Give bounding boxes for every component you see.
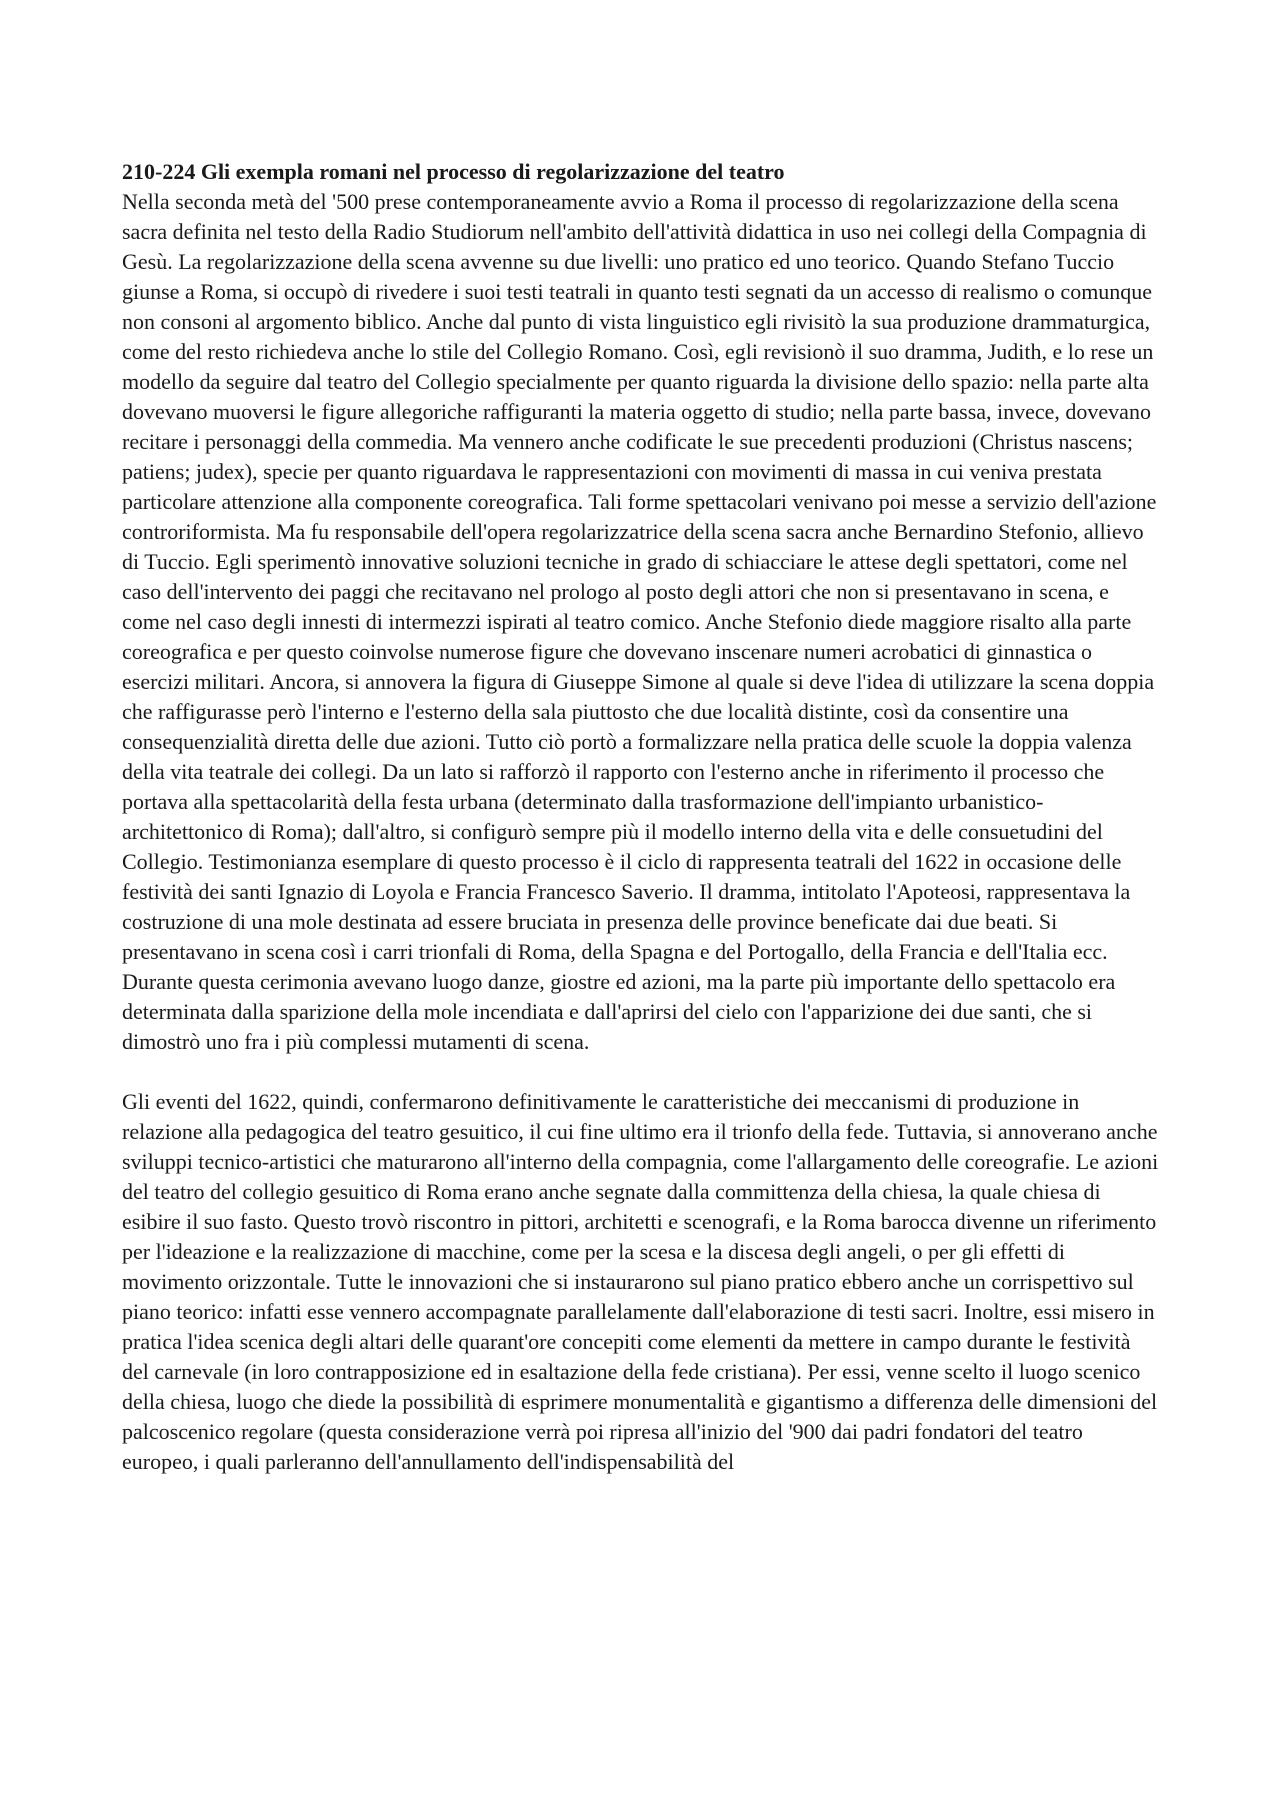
paragraph-1: Nella seconda metà del '500 prese contemporaneamente avvio a Roma il processo di regolarizzazione della scena sacra definita nel testo della Radio Studiorum nell'ambito dell'attività didattica in uso nei collegi della Compagnia di Gesù. La regolarizzazione della scena avvenne su due livelli: uno pratico ed uno teorico. Quando Stefano Tuccio giunse a Roma, si occupò di rivedere i suoi testi teatrali in quanto testi segnati da un accesso di realismo o comunque non consoni al argomento biblico. Anche dal punto di vista linguistico egli rivisitò la sua produzione drammaturgica, come del resto richiedeva anche lo stile del Collegio Romano. Così, egli revisionò il suo dramma, Judith, e lo rese un modello da seguire dal teatro del Collegio specialmente per quanto riguarda la divisione dello spazio: nella parte alta dovevano muoversi le figure allegoriche raffiguranti la materia oggetto di studio; nella parte bassa, invece, dovevano recitare i personaggi della commedia. Ma vennero anche codificate le sue precedenti produzioni (Christus nascens; patiens; judex), specie per quanto riguardava le rappresentazioni con movimenti di massa in cui veniva prestata particolare attenzione alla componente coreografica. Tali forme spettacolari venivano poi messe a servizio dell'azione controriformista. Ma fu responsabile dell'opera regolarizzatrice della scena sacra anche Bernardino Stefonio, allievo di Tuccio. Egli sperimentò innovative soluzioni tecniche in grado di schiacciare le attese degli spettatori, come nel caso dell'intervento dei paggi che recitavano nel prologo al posto degli attori che non si presentavano in scena, e come nel caso degli innesti di intermezzi ispirati al teatro comico. Anche Stefonio diede maggiore risalto alla parte coreografica e per questo coinvolse numerose figure che dovevano inscenare numeri acrobatici di ginnastica o esercizi militari. Ancora, si annovera la figura di Giuseppe Simone al quale si deve l'idea di utilizzare la scena doppia che raffigurasse però l'interno e l'esterno della sala piuttosto che due località distinte, così da consentire una consequenzialità diretta delle due azioni. Tutto ciò portò a formalizzare nella pratica delle scuole la doppia valenza della vita teatrale dei collegi. Da un lato si rafforzò il rapporto con l'esterno anche in riferimento il processo che portava alla spettacolarità della festa urbana (determinato dalla trasformazione dell'impianto urbanistico- architettonico di Roma); dall'altro, si configurò sempre più il modello interno della vita e delle consuetudini del Collegio. Testimonianza esemplare di questo processo è il ciclo di rappresenta teatrali del 1622 in occasione delle festività dei santi Ignazio di Loyola e Francia Francesco Saverio. Il dramma, intitolato l'Apoteosi, rappresentava la costruzione di una mole destinata ad essere bruciata in presenza delle province beneficate dai due beati. Si presentavano in scena così i carri trionfali di Roma, della Spagna e del Portogallo, della Francia e dell'Italia ecc. Durante questa cerimonia avevano luogo danze, giostre ed azioni, ma la parte più importante dello spettacolo era determinata dalla sparizione della mole incendiata e dall'aprirsi del cielo con l'apparizione dei due santi, che si dimostrò uno fra i più complessi mutamenti di scena. [122,189,1157,1054]
section-title: 210-224 Gli exempla romani nel processo di regolarizzazione del teatro [122,159,785,184]
document-page [122,157,1162,1477]
paragraph-2: Gli eventi del 1622, quindi, confermarono definitivamente le caratteristiche dei meccanismi di produzione in relazione alla pedagogica del teatro gesuitico, il cui fine ultimo era il trionfo della fede. Tuttavia, si annoverano anche sviluppi tecnico-artistici che maturarono all'interno della compagnia, come l'allargamento delle coreografie. Le azioni del teatro del collegio gesuitico di Roma erano anche segnate dalla committenza della chiesa, la quale chiesa di esibire il suo fasto. Questo trovò riscontro in pittori, architetti e scenografi, e la Roma barocca divenne un riferimento per l'ideazione e la realizzazione di macchine, come per la scesa e la discesa degli angeli, o per gli effetti di movimento orizzontale. Tutte le innovazioni che si instaurarono sul piano pratico ebbero anche un corrispettivo sul piano teorico: infatti esse vennero accompagnate parallelamente dall'elaborazione di testi sacri. Inoltre, essi misero in pratica l'idea scenica degli altari delle quarant'ore concepiti come elementi da mettere in campo durante le festività del carnevale (in loro contrapposizione ed in esaltazione della fede cristiana). Per essi, venne scelto il luogo scenico della chiesa, luogo che diede la possibilità di esprimere monumentalità e gigantismo a differenza delle dimensioni del palcoscenico regolare (questa considerazione verrà poi ripresa all'inizio del '900 dai padri fondatori del teatro europeo, i quali parleranno dell'annullamento dell'indispensabilità del [122,1089,1159,1474]
